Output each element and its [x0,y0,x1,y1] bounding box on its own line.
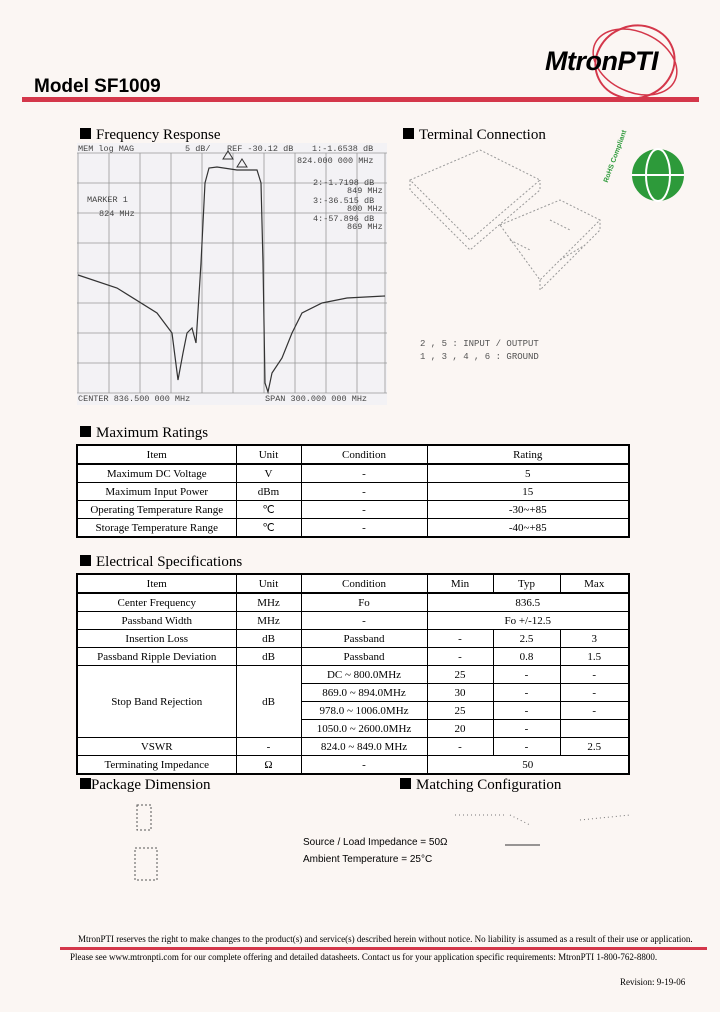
mtronpti-logo: MtronPTI [545,46,658,76]
model-title: Model SF1009 [34,76,161,97]
header-divider [22,97,699,102]
footer-divider [60,947,707,950]
pins-ground: 1 , 3 , 4 , 6 : GROUND [420,352,539,362]
table-row: 869.0 ~ 894.0MHz 30 - - [77,684,629,702]
revision-label: Revision: 9-19-06 [620,977,686,987]
table-row: Passband Width MHz - Fo +/-12.5 [77,612,629,630]
marker-1-freq: 824.000 000 MHz [297,156,374,166]
maximum-ratings-table [76,444,630,538]
frequency-response-plot [77,143,387,405]
table-row: Center Frequency MHz Fo 836.5 [77,593,629,612]
footer-contact: Please see www.mtronpti.com for our complete offering and detailed datasheets. Contact us for your application specific requirements: MtronPTI 1-800-762-8800. [70,952,658,962]
package-dimension-drawing [125,800,175,890]
table-row: Maximum Input Power dBm - 15 [77,483,629,501]
table-row: VSWR - 824.0 ~ 849.0 MHz - - 2.5 [77,738,629,756]
plot-format-label: MEM log MAG [78,144,135,154]
plot-scale: 5 dB/ [185,144,211,154]
electrical-specifications-table [76,573,630,775]
pins-input-output: 2 , 5 : INPUT / OUTPUT [420,339,539,349]
table-row: Maximum DC Voltage V - 5 [77,464,629,483]
marker-2-value: 2:-1.7198 dB [313,178,375,188]
plot-center: CENTER 836.500 000 MHz [78,394,191,404]
marker-4-freq: 869 MHz [347,222,383,232]
terminal-package-drawing [400,140,720,310]
table-row: Insertion Loss dB Passband - 2.5 3 [77,630,629,648]
plot-ref: REF -30.12 dB [227,144,294,154]
table-row: Passband Ripple Deviation dB Passband - 0.8 1.5 [77,648,629,666]
table-row: Storage Temperature Range ℃ - -40~+85 [77,519,629,538]
rohs-compliant-label: RoHS Compliant [602,129,629,184]
marker-2-freq: 849 MHz [347,186,383,196]
marker-1-value: 1:-1.6538 dB [312,144,374,154]
table-row: Stop Band Rejection dB DC ~ 800.0MHz 25 - - [77,666,629,684]
section-frequency-response: Frequency Response [80,127,221,144]
marker-4-value: 4:-57.896 dB [313,214,375,224]
section-package-dimension: Package Dimension [80,777,211,794]
footer-disclaimer: MtronPTI reserves the right to make changes to the product(s) and service(s) described herein without notice. No liability is assumed as a result of their use or application. [78,934,693,944]
table-row: 1050.0 ~ 2600.0MHz 20 - [77,720,629,738]
plot-span: SPAN 300.000 000 MHz [265,394,368,404]
section-maximum-ratings: Maximum Ratings [80,425,208,442]
table-row: 978.0 ~ 1006.0MHz 25 - - [77,702,629,720]
section-terminal-connection: Terminal Connection [403,127,546,144]
table-row: Operating Temperature Range ℃ - -30~+85 [77,501,629,519]
section-matching-configuration: Matching Configuration [400,777,561,794]
marker-3-value: 3:-36.515 dB [313,196,375,206]
table-header: Item Unit Condition Rating [77,445,629,464]
marker-3-freq: 800 MHz [347,204,383,214]
matching-circuit-drawing [450,810,640,860]
temperature-note: Ambient Temperature = 25°C [303,854,433,865]
section-electrical-specifications: Electrical Specifications [80,554,242,571]
table-header: Item Unit Condition Min Typ Max [77,574,629,593]
active-marker-freq: 824 MHz [99,209,135,219]
impedance-note: Source / Load Impedance = 50Ω [303,837,448,848]
table-row: Terminating Impedance Ω - 50 [77,756,629,775]
active-marker-label: MARKER 1 [87,195,128,205]
